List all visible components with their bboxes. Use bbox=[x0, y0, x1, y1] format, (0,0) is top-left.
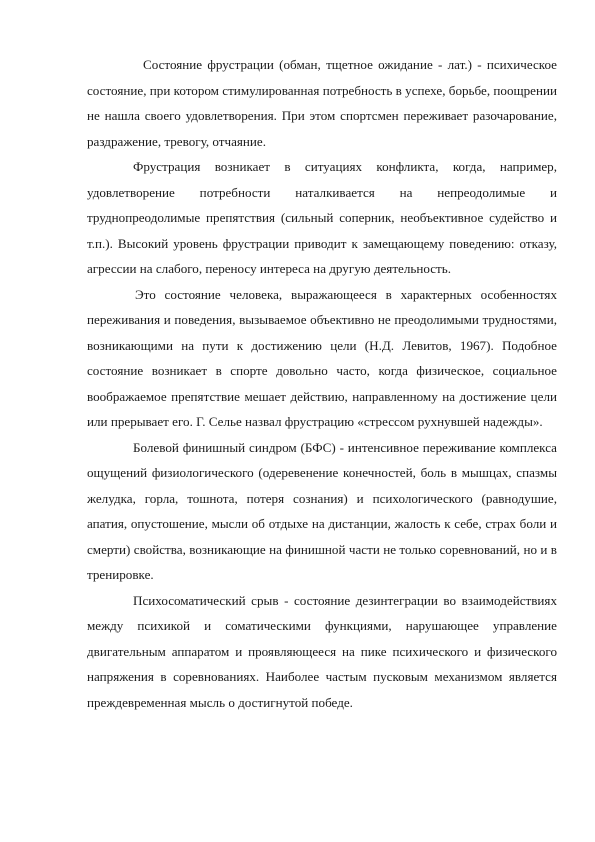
paragraph-frustration-definition: Состояние фрустрации (обман, тщетное ожидание - лат.) - психическое состояние, при котором стимулированная потребность в успехе, борьбе, поощрении не нашла своего удовлетворения. При этом спортсмен переживает разочарование, раздражение, тревогу, отчаяние. bbox=[87, 57, 557, 149]
body-text bbox=[87, 52, 557, 715]
paragraph-frustration-causes: Фрустрация возникает в ситуациях конфликта, когда, например, удовлетворение потребности наталкивается на непреодолимые и труднопреодолимые препятствия (сильный соперник, необъективное судейство и т.п.). Высокий уровень фрустрации приводит к замещающему поведению: отказу, агрессии на слабого, переносу интереса на другую деятельность. bbox=[87, 159, 557, 276]
paragraph-psychosomatic-breakdown: Психосоматический срыв - состояние дезинтеграции во взаимодействиях между психикой и соматическими функциями, нарушающее управление двигательным аппаратом и проявляющееся на пике психического и физического напряжения в соревнованиях. Наиболее частым пусковым механизмом является преждевременная мысль о достигнутой победе. bbox=[87, 592, 557, 710]
paragraph-pain-finish-syndrome: Болевой финишный синдром (БФС) - интенсивное переживание комплекса ощущений физиологического (одеревенение конечностей, боль в мышцах, спазмы желудка, горла, тошнота, потеря сознания) и психологического (равнодушие, апатия, опустошение, мысли об отдыхе на дистанции, жалость к себе, страх боли и смерти) свойства, возникающие на финишной части не только соревнований, но и в тренировке. bbox=[87, 439, 557, 582]
paragraph-frustration-state: Это состояние человека, выражающееся в характерных особенностях переживания и поведения, вызываемое объективно не преодолимыми трудностями, возникающими на пути к достижению цели (Н.Д. Левитов, 1967). Подобное состояние возникает в спорте довольно часто, когда физическое, социальное воображаемое препятствие мешает действию, направленному на достижение цели или прерывает его. Г. Селье назвал фрустрацию «стрессом рухнувшей надежды». bbox=[87, 286, 557, 429]
